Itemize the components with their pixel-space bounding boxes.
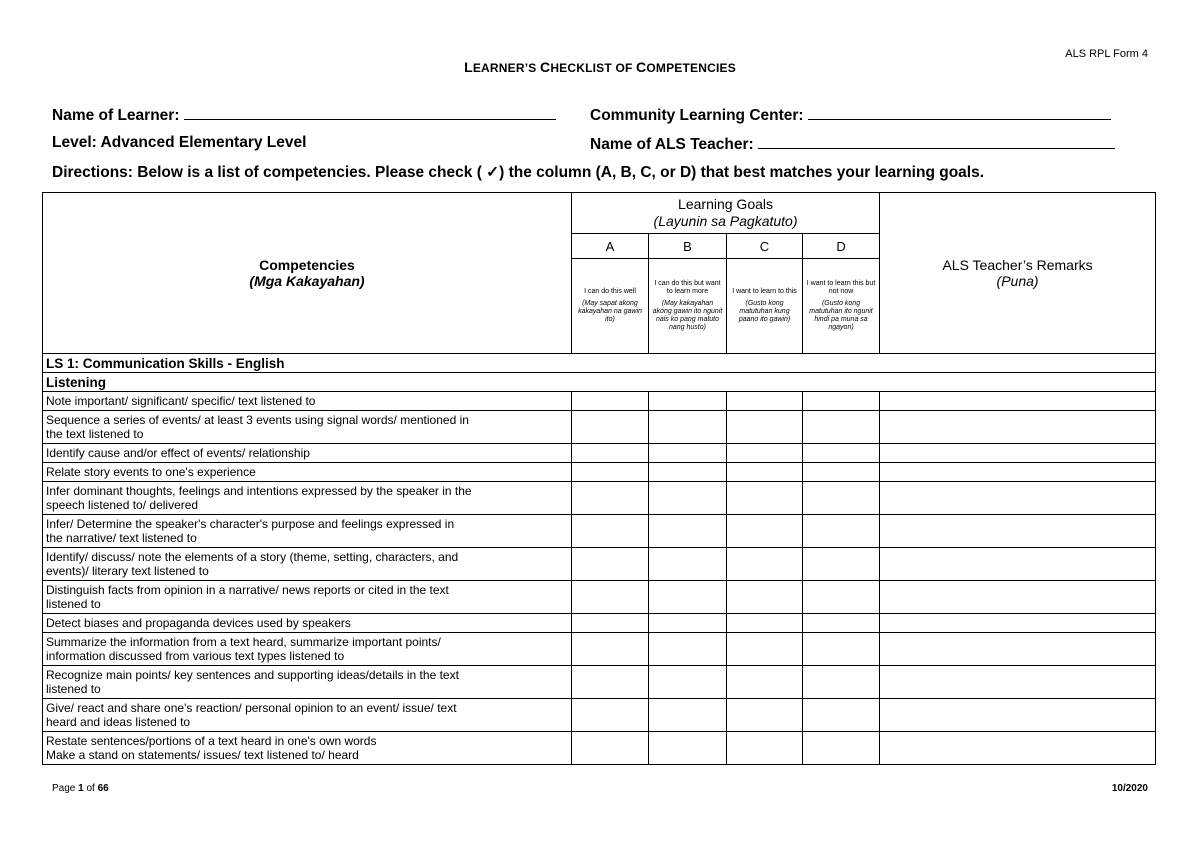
check-cell-d[interactable] <box>803 633 880 666</box>
teacher-field[interactable] <box>590 134 1115 154</box>
check-cell-c[interactable] <box>727 699 803 732</box>
check-cell-a[interactable] <box>572 699 649 732</box>
remarks-cell[interactable] <box>880 463 1156 482</box>
check-cell-c[interactable] <box>727 666 803 699</box>
check-cell-b[interactable] <box>649 392 727 411</box>
check-cell-c[interactable] <box>727 411 803 444</box>
competency-row <box>43 444 1156 463</box>
competency-text: Recognize main points/ key sentences and supporting ideas/details in the text listened to <box>43 666 572 699</box>
check-cell-b[interactable] <box>649 614 727 633</box>
check-cell-c[interactable] <box>727 633 803 666</box>
check-cell-d[interactable] <box>803 411 880 444</box>
remarks-header: ALS Teacher’s Remarks (Puna) <box>880 193 1156 354</box>
remarks-cell[interactable] <box>880 581 1156 614</box>
competencies-table <box>42 192 1156 765</box>
check-cell-a[interactable] <box>572 548 649 581</box>
check-cell-a[interactable] <box>572 411 649 444</box>
teacher-label: Name of ALS Teacher: <box>590 136 754 153</box>
learning-goals-header: Learning Goals (Layunin sa Pagkatuto) <box>572 193 880 234</box>
competency-text: Restate sentences/portions of a text heard in one's own words Make a stand on statements/ issues/ text listened to/ heard <box>43 732 572 765</box>
clc-blank[interactable] <box>808 105 1111 120</box>
teacher-blank[interactable] <box>758 134 1115 149</box>
remarks-cell[interactable] <box>880 392 1156 411</box>
competency-row <box>43 614 1156 633</box>
check-cell-a[interactable] <box>572 392 649 411</box>
competency-row <box>43 633 1156 666</box>
check-cell-c[interactable] <box>727 581 803 614</box>
check-cell-c[interactable] <box>727 614 803 633</box>
column-c-letter: C <box>727 234 803 259</box>
check-cell-b[interactable] <box>649 732 727 765</box>
check-cell-b[interactable] <box>649 581 727 614</box>
clc-label: Community Learning Center: <box>590 107 804 124</box>
column-a-description: I can do this well (May sapat akong kakayahan na gawin ito) <box>572 259 649 354</box>
level-field <box>52 134 306 152</box>
competency-text: Infer/ Determine the speaker's character's purpose and feelings expressed in the narrative/ text listened to <box>43 515 572 548</box>
competency-row <box>43 515 1156 548</box>
check-cell-a[interactable] <box>572 732 649 765</box>
check-cell-c[interactable] <box>727 392 803 411</box>
page-title: LEARNER’S CHECKLIST OF COMPETENCIES <box>464 59 736 75</box>
check-cell-b[interactable] <box>649 666 727 699</box>
check-cell-b[interactable] <box>649 444 727 463</box>
page-number: Page 1 of 66 <box>52 783 109 794</box>
subsection-row <box>43 373 1156 392</box>
clc-field[interactable] <box>590 105 1111 125</box>
remarks-cell[interactable] <box>880 515 1156 548</box>
competency-text: Sequence a series of events/ at least 3 events using signal words/ mentioned in the text listened to <box>43 411 572 444</box>
competency-text: Detect biases and propaganda devices used by speakers <box>43 614 572 633</box>
column-d-description: I want to learn this but not now (Gusto kong matutuhan ito ngunit hindi pa muna sa ngayon) <box>803 259 880 354</box>
form-date: 10/2020 <box>1111 783 1148 794</box>
competency-row <box>43 699 1156 732</box>
check-cell-d[interactable] <box>803 699 880 732</box>
check-cell-a[interactable] <box>572 614 649 633</box>
remarks-cell[interactable] <box>880 548 1156 581</box>
check-cell-d[interactable] <box>803 392 880 411</box>
competency-row <box>43 411 1156 444</box>
check-cell-b[interactable] <box>649 633 727 666</box>
column-a-letter: A <box>572 234 649 259</box>
competency-text: Give/ react and share one's reaction/ personal opinion to an event/ issue/ text heard and ideas listened to <box>43 699 572 732</box>
check-cell-b[interactable] <box>649 699 727 732</box>
check-cell-d[interactable] <box>803 614 880 633</box>
remarks-cell[interactable] <box>880 411 1156 444</box>
remarks-cell[interactable] <box>880 444 1156 463</box>
check-cell-a[interactable] <box>572 633 649 666</box>
competency-row <box>43 463 1156 482</box>
remarks-cell[interactable] <box>880 633 1156 666</box>
check-cell-d[interactable] <box>803 444 880 463</box>
competencies-header: Competencies (Mga Kakayahan) <box>43 193 572 354</box>
learner-name-blank[interactable] <box>184 105 556 120</box>
remarks-cell[interactable] <box>880 666 1156 699</box>
competency-row <box>43 581 1156 614</box>
competency-text: Infer dominant thoughts, feelings and intentions expressed by the speaker in the speech listened to/ delivered <box>43 482 572 515</box>
directions-text: Directions: Below is a list of competencies. Please check ( ✓) the column (A, B, C, or D) that best matches your learning goals. <box>52 164 985 181</box>
check-cell-a[interactable] <box>572 515 649 548</box>
learner-name-field[interactable] <box>52 105 556 125</box>
column-b-letter: B <box>649 234 727 259</box>
check-cell-d[interactable] <box>803 666 880 699</box>
column-c-description: I want to learn to this (Gusto kong matutuhan kung paano ito gawin) <box>727 259 803 354</box>
check-cell-c[interactable] <box>727 732 803 765</box>
competency-row <box>43 392 1156 411</box>
competency-text: Identify cause and/or effect of events/ relationship <box>43 444 572 463</box>
competency-text: Identify/ discuss/ note the elements of a story (theme, setting, characters, and events)/ literary text listened to <box>43 548 572 581</box>
section-title: LS 1: Communication Skills - English <box>43 354 1156 373</box>
check-cell-d[interactable] <box>803 463 880 482</box>
competency-row <box>43 482 1156 515</box>
check-cell-a[interactable] <box>572 581 649 614</box>
check-cell-a[interactable] <box>572 666 649 699</box>
check-cell-a[interactable] <box>572 463 649 482</box>
check-cell-d[interactable] <box>803 515 880 548</box>
competency-text: Summarize the information from a text heard, summarize important points/ information discussed from various text types listened to <box>43 633 572 666</box>
competency-text: Relate story events to one's experience <box>43 463 572 482</box>
column-b-description: I can do this but want to learn more (May kakayahan akong gawin ito ngunit nais ko pang matuto nang husto) <box>649 259 727 354</box>
remarks-cell[interactable] <box>880 699 1156 732</box>
check-cell-b[interactable] <box>649 463 727 482</box>
form-code: ALS RPL Form 4 <box>1065 48 1148 60</box>
check-cell-d[interactable] <box>803 732 880 765</box>
check-cell-a[interactable] <box>572 482 649 515</box>
competency-row <box>43 548 1156 581</box>
check-cell-c[interactable] <box>727 482 803 515</box>
competency-row <box>43 666 1156 699</box>
check-cell-c[interactable] <box>727 463 803 482</box>
check-cell-d[interactable] <box>803 581 880 614</box>
learner-name-label: Name of Learner: <box>52 107 180 124</box>
check-cell-b[interactable] <box>649 482 727 515</box>
check-cell-a[interactable] <box>572 444 649 463</box>
check-cell-b[interactable] <box>649 515 727 548</box>
subsection-title: Listening <box>43 373 1156 392</box>
competency-text: Distinguish facts from opinion in a narrative/ news reports or cited in the text listened to <box>43 581 572 614</box>
check-cell-b[interactable] <box>649 411 727 444</box>
level-label: Level: Advanced Elementary Level <box>52 134 307 151</box>
competency-text: Note important/ significant/ specific/ text listened to <box>43 392 572 411</box>
check-cell-d[interactable] <box>803 548 880 581</box>
remarks-cell[interactable] <box>880 614 1156 633</box>
remarks-cell[interactable] <box>880 732 1156 765</box>
section-row <box>43 354 1156 373</box>
check-cell-d[interactable] <box>803 482 880 515</box>
remarks-cell[interactable] <box>880 482 1156 515</box>
column-d-letter: D <box>803 234 880 259</box>
check-cell-c[interactable] <box>727 444 803 463</box>
check-cell-b[interactable] <box>649 548 727 581</box>
check-cell-c[interactable] <box>727 548 803 581</box>
check-cell-c[interactable] <box>727 515 803 548</box>
competency-row <box>43 732 1156 765</box>
